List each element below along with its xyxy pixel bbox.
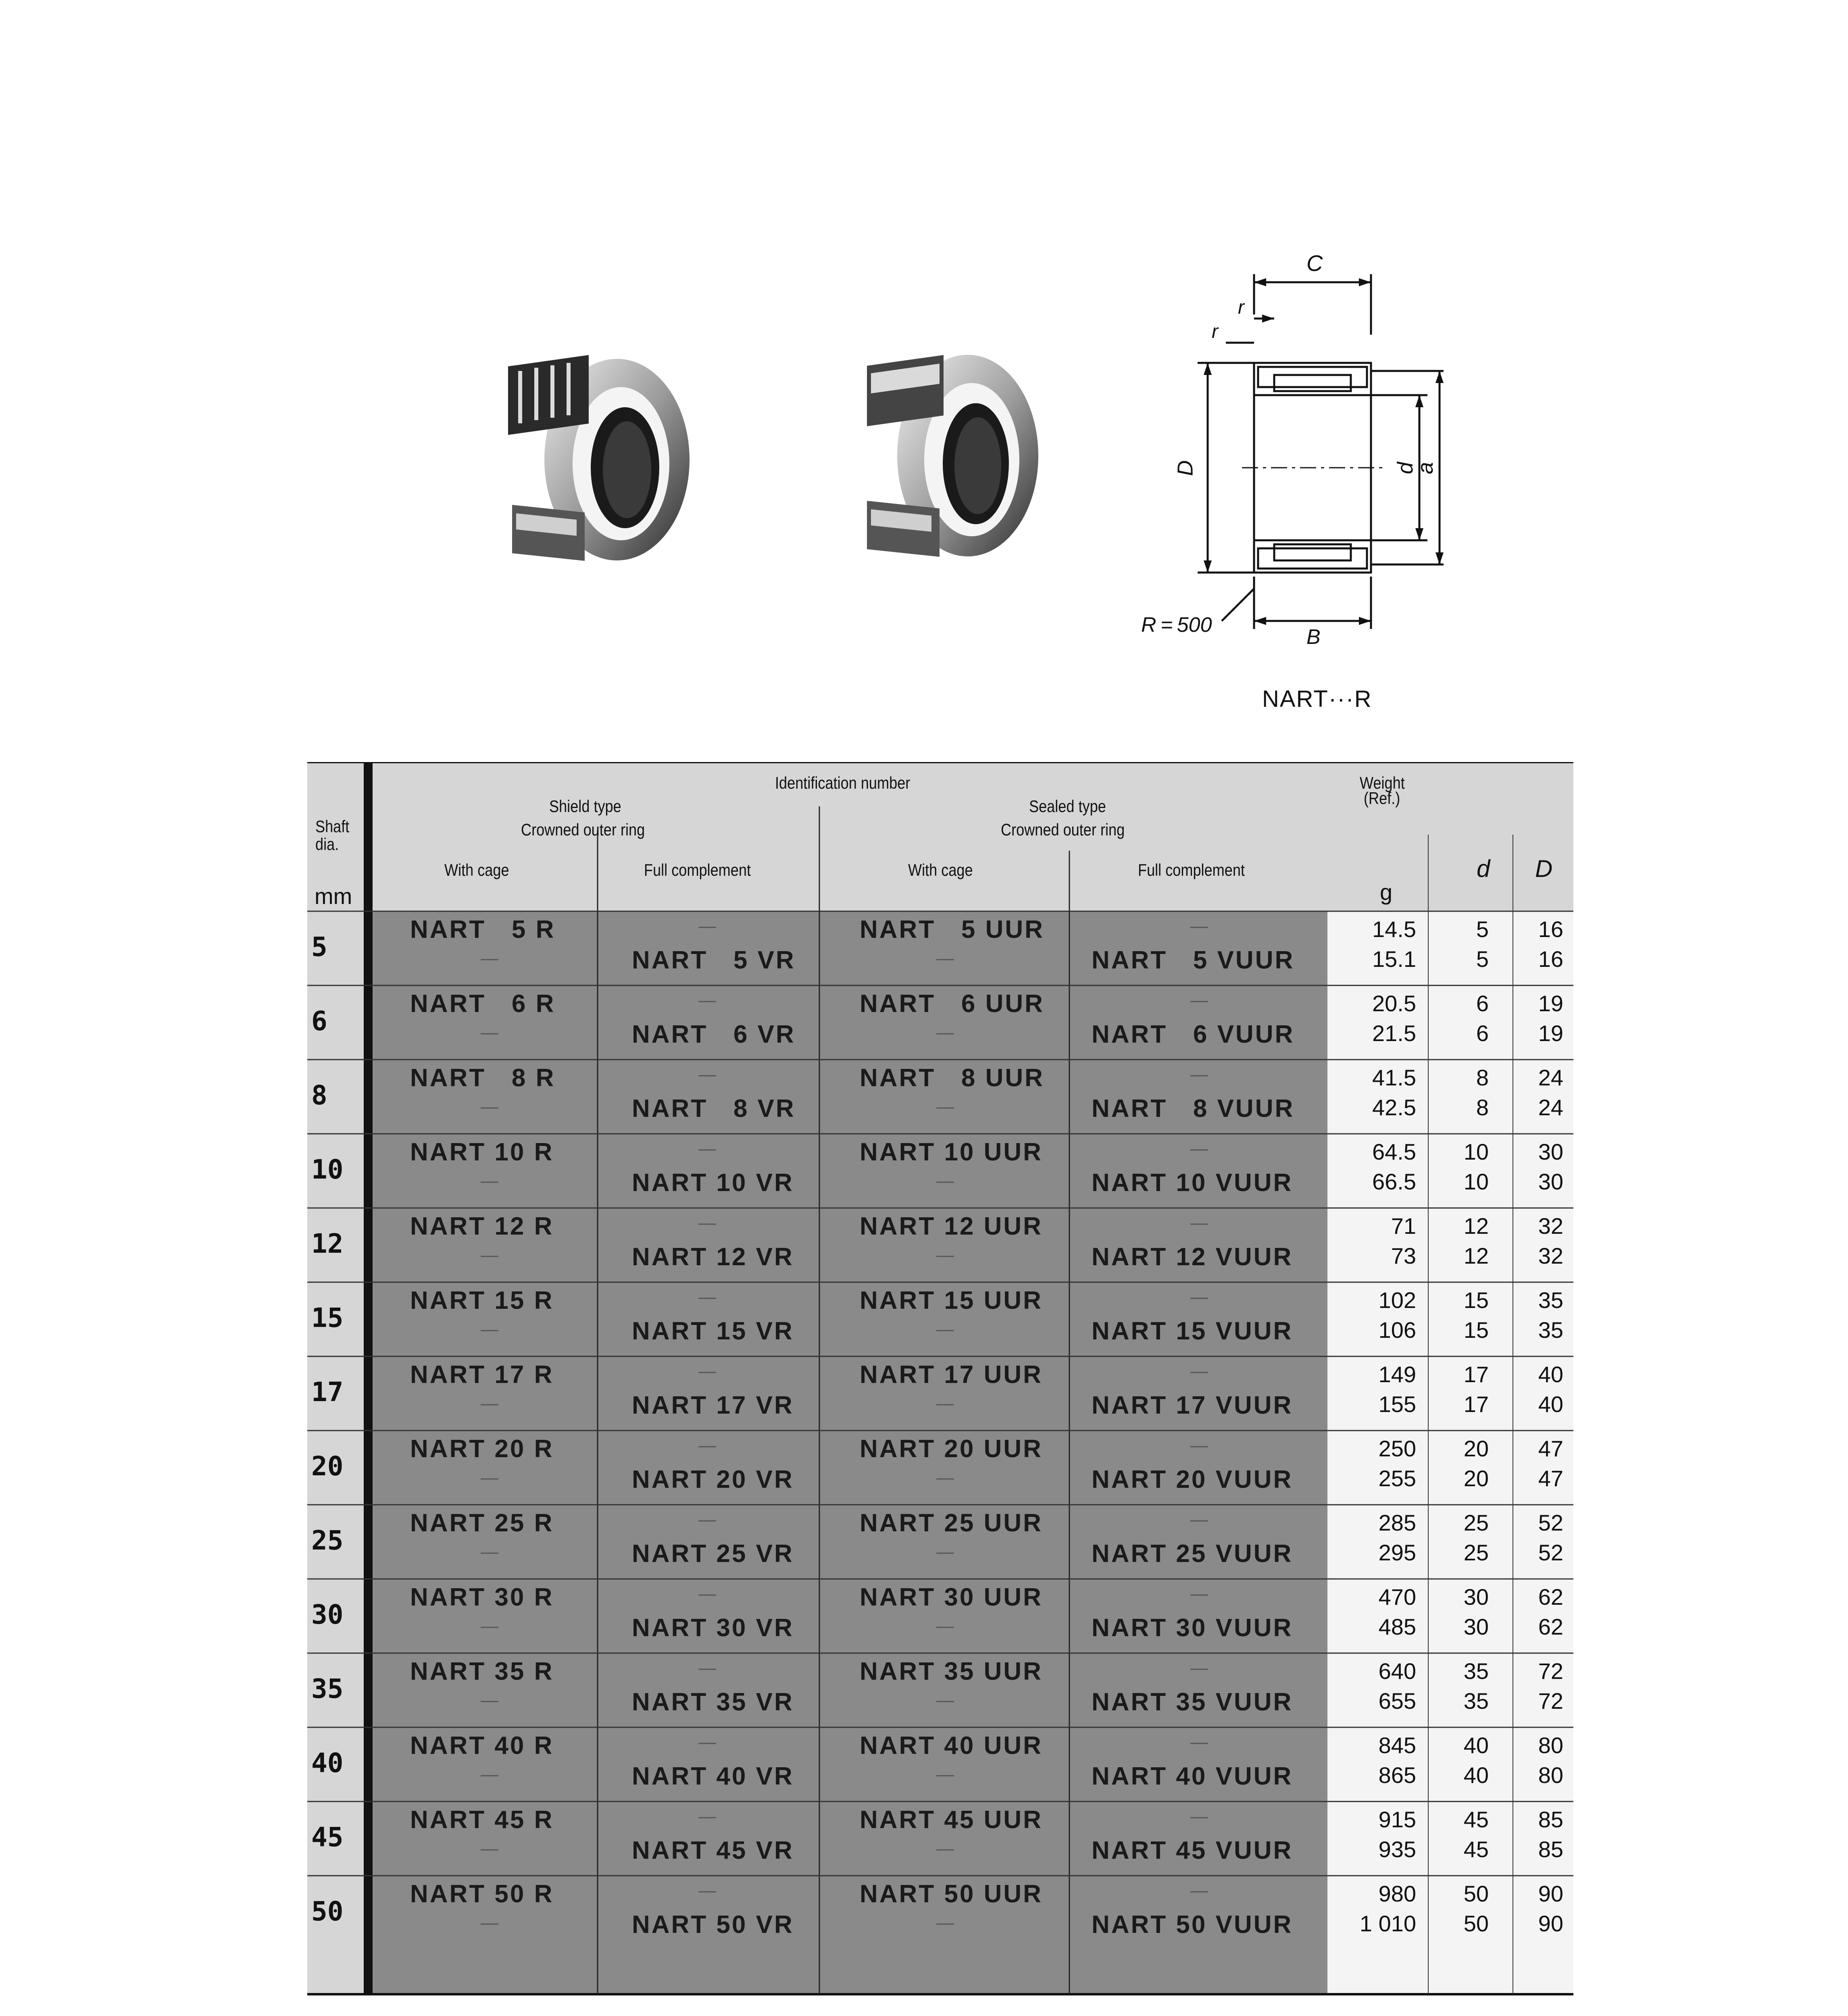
weight-1: 915 [1378, 1807, 1416, 1832]
code-shield-with-cage: NART 12 R [410, 1212, 554, 1240]
code-shield-full: NART 30 VR [632, 1614, 794, 1642]
dash-shield-with-cage: — [481, 1913, 498, 1933]
code-shield-full: NART 10 VR [632, 1169, 794, 1197]
code-shield-full: NART 50 VR [632, 1911, 794, 1939]
code-shield-full: NART 8 VR [632, 1095, 796, 1123]
D-1: 40 [1538, 1362, 1563, 1387]
code-sealed-with-cage: NART 50 UUR [860, 1880, 1043, 1908]
shaft-diameter: 35 [311, 1673, 344, 1704]
dash-sealed-full: — [1190, 1806, 1208, 1826]
dash-sealed-full: — [1190, 1361, 1208, 1381]
weight-1: 64.5 [1372, 1139, 1416, 1164]
code-sealed-full: NART 8 VUUR [1092, 1095, 1295, 1123]
d-2: 35 [1463, 1688, 1489, 1714]
D-2: 52 [1538, 1540, 1563, 1565]
d-2: 8 [1476, 1095, 1489, 1120]
dash-sealed-with-cage: — [936, 1839, 954, 1858]
header-shield-type: Shield type [549, 797, 621, 816]
dash-sealed-full: — [1190, 1287, 1208, 1307]
code-shield-with-cage: NART 5 R [410, 916, 556, 943]
header-with-cage-sealed: With cage [908, 860, 973, 879]
dash-sealed-with-cage: — [936, 1690, 954, 1710]
dim-label-c: C [1306, 250, 1323, 276]
code-shield-with-cage: NART 20 R [410, 1435, 554, 1463]
D-2: 19 [1538, 1020, 1563, 1046]
dash-shield-full: — [698, 1064, 716, 1084]
code-sealed-full: NART 5 VUUR [1092, 946, 1295, 974]
header-shaft-unit: mm [315, 883, 352, 909]
dash-shield-with-cage: — [481, 1319, 498, 1339]
weight-2: 66.5 [1372, 1169, 1416, 1194]
code-sealed-with-cage: NART 40 UUR [860, 1732, 1043, 1760]
dash-sealed-full: — [1190, 1139, 1208, 1158]
shaft-diameter: 5 [311, 931, 327, 962]
weight-2: 42.5 [1372, 1095, 1416, 1120]
dash-shield-with-cage: — [481, 1393, 498, 1413]
weight-1: 102 [1378, 1287, 1416, 1313]
code-shield-with-cage: NART 6 R [410, 990, 556, 1018]
header-identification: Identification number [775, 773, 910, 792]
bearing-table [307, 762, 1573, 2012]
code-sealed-with-cage: NART 20 UUR [860, 1435, 1043, 1463]
d-2: 15 [1463, 1317, 1489, 1343]
D-1: 16 [1538, 916, 1563, 942]
code-shield-full: NART 5 VR [632, 946, 796, 974]
code-shield-full: NART 20 VR [632, 1466, 794, 1493]
code-sealed-full: NART 40 VUUR [1092, 1762, 1293, 1790]
D-1: 80 [1538, 1733, 1563, 1758]
code-shield-full: NART 45 VR [632, 1837, 794, 1864]
weight-2: 73 [1391, 1243, 1416, 1268]
d-1: 5 [1476, 916, 1489, 942]
D-2: 72 [1538, 1688, 1563, 1714]
dash-shield-with-cage: — [481, 1245, 498, 1265]
D-2: 90 [1538, 1911, 1563, 1936]
weight-2: 295 [1378, 1540, 1416, 1565]
d-1: 45 [1463, 1807, 1489, 1832]
code-shield-with-cage: NART 35 R [410, 1658, 554, 1685]
code-shield-with-cage: NART 50 R [410, 1880, 554, 1908]
D-1: 19 [1538, 991, 1563, 1016]
d-1: 35 [1463, 1658, 1489, 1684]
dash-shield-full: — [698, 1732, 716, 1752]
dash-sealed-full: — [1190, 1435, 1208, 1455]
dash-shield-full: — [698, 1806, 716, 1826]
D-2: 30 [1538, 1169, 1563, 1194]
shaft-diameter: 17 [311, 1377, 344, 1408]
code-sealed-with-cage: NART 25 UUR [860, 1509, 1043, 1537]
d-2: 5 [1476, 946, 1489, 972]
weight-1: 285 [1378, 1510, 1416, 1535]
D-1: 32 [1538, 1213, 1563, 1239]
d-2: 10 [1463, 1169, 1489, 1194]
code-sealed-with-cage: NART 6 UUR [860, 990, 1044, 1018]
code-sealed-with-cage: NART 5 UUR [860, 916, 1044, 943]
D-1: 47 [1538, 1436, 1563, 1461]
dash-shield-with-cage: — [481, 1839, 498, 1858]
code-shield-full: NART 12 VR [632, 1243, 794, 1271]
shaft-diameter: 30 [311, 1599, 344, 1630]
code-shield-with-cage: NART 10 R [410, 1138, 554, 1166]
dash-shield-full: — [698, 1881, 716, 1900]
dash-sealed-full: — [1190, 1584, 1208, 1604]
dash-shield-full: — [698, 1139, 716, 1158]
dash-sealed-with-cage: — [936, 1542, 954, 1562]
d-2: 20 [1463, 1466, 1489, 1491]
weight-1: 14.5 [1372, 916, 1416, 942]
shaft-diameter: 50 [311, 1896, 344, 1927]
D-2: 40 [1538, 1391, 1563, 1417]
weight-2: 865 [1378, 1762, 1416, 1788]
dash-shield-full: — [698, 1435, 716, 1455]
dash-shield-with-cage: — [481, 948, 498, 968]
weight-1: 980 [1378, 1881, 1416, 1906]
header-full-complement-sealed: Full complement [1138, 860, 1245, 879]
shaft-divider-bar [364, 762, 373, 1994]
bearing-photo-full [859, 339, 1040, 564]
dash-shield-with-cage: — [481, 1764, 498, 1784]
header-shaft-dia: Shaft dia. [315, 817, 350, 854]
D-2: 85 [1538, 1837, 1563, 1862]
shaft-diameter: 15 [311, 1302, 344, 1333]
dash-sealed-full: — [1190, 916, 1208, 936]
dash-shield-full: — [698, 1584, 716, 1604]
code-sealed-full: NART 45 VUUR [1092, 1837, 1293, 1864]
dash-shield-with-cage: — [481, 1690, 498, 1710]
code-shield-full: NART 35 VR [632, 1688, 794, 1716]
weight-1: 640 [1378, 1658, 1416, 1684]
header-weight-ref: (Ref.) [1364, 789, 1400, 808]
code-sealed-full: NART 20 VUUR [1092, 1466, 1293, 1493]
code-shield-full: NART 25 VR [632, 1540, 794, 1568]
D-2: 35 [1538, 1317, 1563, 1343]
shaft-diameter: 10 [311, 1154, 344, 1185]
weight-2: 15.1 [1372, 946, 1416, 972]
code-sealed-with-cage: NART 12 UUR [860, 1212, 1043, 1240]
dim-label-D: D [1173, 460, 1198, 476]
code-shield-with-cage: NART 40 R [410, 1732, 554, 1760]
cross-section-drawing [1121, 242, 1444, 738]
code-shield-with-cage: NART 25 R [410, 1509, 554, 1537]
header-d: d [1477, 855, 1490, 882]
weight-1: 20.5 [1372, 991, 1416, 1016]
d-1: 20 [1463, 1436, 1489, 1461]
code-shield-full: NART 17 VR [632, 1391, 794, 1419]
d-1: 30 [1463, 1584, 1489, 1610]
drawing-caption: NART···R [1262, 686, 1372, 712]
dash-shield-full: — [698, 1361, 716, 1381]
header-weight: Weight [1360, 773, 1405, 792]
d-2: 12 [1463, 1243, 1489, 1268]
D-1: 90 [1538, 1881, 1563, 1906]
dash-sealed-with-cage: — [936, 1097, 954, 1116]
dim-label-R: R = 500 [1141, 613, 1212, 637]
weight-2: 106 [1378, 1317, 1416, 1343]
dash-shield-with-cage: — [481, 1542, 498, 1562]
D-1: 30 [1538, 1139, 1563, 1164]
dash-sealed-with-cage: — [936, 1245, 954, 1265]
dash-sealed-with-cage: — [936, 1616, 954, 1636]
dash-sealed-with-cage: — [936, 1023, 954, 1042]
header-with-cage-shield: With cage [444, 860, 509, 879]
shaft-diameter: 8 [311, 1080, 327, 1111]
dim-label-r-side: r [1212, 321, 1218, 342]
dash-sealed-with-cage: — [936, 948, 954, 968]
d-1: 12 [1463, 1213, 1489, 1239]
code-shield-full: NART 6 VR [632, 1020, 796, 1048]
code-sealed-with-cage: NART 45 UUR [860, 1806, 1043, 1834]
D-2: 32 [1538, 1243, 1563, 1268]
shaft-diameter: 40 [311, 1747, 344, 1779]
weight-1: 149 [1378, 1362, 1416, 1387]
d-2: 50 [1463, 1911, 1489, 1936]
d-2: 17 [1463, 1391, 1489, 1417]
shaft-diameter: 45 [311, 1822, 344, 1853]
shaft-diameter: 12 [311, 1228, 344, 1259]
weight-2: 935 [1378, 1837, 1416, 1862]
D-2: 80 [1538, 1762, 1563, 1788]
dash-sealed-with-cage: — [936, 1171, 954, 1191]
code-sealed-full: NART 17 VUUR [1092, 1391, 1293, 1419]
code-sealed-full: NART 10 VUUR [1092, 1169, 1293, 1197]
header-sealed-type: Sealed type [1029, 797, 1106, 816]
d-2: 45 [1463, 1837, 1489, 1862]
code-sealed-with-cage: NART 10 UUR [860, 1138, 1043, 1166]
code-shield-with-cage: NART 45 R [410, 1806, 554, 1834]
dash-shield-with-cage: — [481, 1171, 498, 1191]
code-sealed-full: NART 12 VUUR [1092, 1243, 1293, 1271]
dash-shield-full: — [698, 1510, 716, 1529]
dash-sealed-with-cage: — [936, 1393, 954, 1413]
code-shield-full: NART 40 VR [632, 1762, 794, 1790]
dim-label-a: a [1413, 462, 1438, 475]
D-1: 24 [1538, 1065, 1563, 1090]
D-1: 52 [1538, 1510, 1563, 1535]
d-2: 25 [1463, 1540, 1489, 1565]
header-sealed-sub: Crowned outer ring [1001, 820, 1125, 839]
d-1: 40 [1463, 1733, 1489, 1758]
dash-sealed-full: — [1190, 1510, 1208, 1529]
code-sealed-with-cage: NART 15 UUR [860, 1287, 1043, 1314]
d-1: 15 [1463, 1287, 1489, 1313]
dash-shield-with-cage: — [481, 1097, 498, 1116]
dash-shield-full: — [698, 916, 716, 936]
d-2: 40 [1463, 1762, 1489, 1788]
dim-label-d: d [1393, 462, 1418, 475]
weight-2: 1 010 [1359, 1911, 1416, 1936]
weight-1: 845 [1378, 1733, 1416, 1758]
weight-2: 21.5 [1372, 1020, 1416, 1046]
weight-2: 655 [1378, 1688, 1416, 1714]
D-2: 24 [1538, 1095, 1563, 1120]
code-shield-with-cage: NART 17 R [410, 1361, 554, 1389]
dash-shield-full: — [698, 990, 716, 1010]
d-1: 10 [1463, 1139, 1489, 1164]
D-2: 47 [1538, 1466, 1563, 1491]
D-2: 62 [1538, 1614, 1563, 1639]
d-1: 25 [1463, 1510, 1489, 1535]
code-sealed-with-cage: NART 8 UUR [860, 1064, 1044, 1092]
weight-2: 485 [1378, 1614, 1416, 1639]
D-1: 35 [1538, 1287, 1563, 1313]
d-2: 30 [1463, 1614, 1489, 1639]
dash-sealed-full: — [1190, 990, 1208, 1010]
dash-sealed-with-cage: — [936, 1468, 954, 1487]
dim-label-r-top: r [1238, 297, 1244, 318]
dash-sealed-full: — [1190, 1881, 1208, 1900]
d-1: 50 [1463, 1881, 1489, 1906]
weight-2: 155 [1378, 1391, 1416, 1417]
weight-2: 255 [1378, 1466, 1416, 1491]
code-shield-with-cage: NART 8 R [410, 1064, 556, 1092]
dash-sealed-full: — [1190, 1658, 1208, 1678]
header-weight-unit: g [1380, 879, 1393, 905]
D-2: 16 [1538, 946, 1563, 972]
bearing-photo-shield [504, 343, 690, 569]
d-1: 17 [1463, 1362, 1489, 1387]
dash-shield-full: — [698, 1287, 716, 1307]
D-1: 85 [1538, 1807, 1563, 1832]
code-shield-with-cage: NART 15 R [410, 1287, 554, 1314]
header-full-complement-shield: Full complement [644, 860, 751, 879]
d-1: 8 [1476, 1065, 1489, 1090]
code-sealed-full: NART 35 VUUR [1092, 1688, 1293, 1716]
dash-shield-with-cage: — [481, 1468, 498, 1487]
weight-1: 250 [1378, 1436, 1416, 1461]
dim-label-B: B [1306, 625, 1321, 649]
header-D: D [1535, 855, 1553, 882]
code-sealed-with-cage: NART 35 UUR [860, 1658, 1043, 1685]
dash-sealed-with-cage: — [936, 1319, 954, 1339]
weight-1: 71 [1391, 1213, 1416, 1239]
dash-shield-with-cage: — [481, 1616, 498, 1636]
d-1: 6 [1476, 991, 1489, 1016]
code-sealed-with-cage: NART 30 UUR [860, 1583, 1043, 1611]
shaft-diameter: 6 [311, 1006, 327, 1037]
dash-sealed-with-cage: — [936, 1764, 954, 1784]
code-sealed-full: NART 15 VUUR [1092, 1317, 1293, 1345]
d-2: 6 [1476, 1020, 1489, 1046]
dash-sealed-full: — [1190, 1064, 1208, 1084]
shaft-diameter: 20 [311, 1451, 344, 1482]
dash-sealed-with-cage: — [936, 1913, 954, 1933]
weight-1: 470 [1378, 1584, 1416, 1610]
header-shield-sub: Crowned outer ring [521, 820, 645, 839]
code-shield-with-cage: NART 30 R [410, 1583, 554, 1611]
dash-shield-full: — [698, 1658, 716, 1678]
code-sealed-full: NART 30 VUUR [1092, 1614, 1293, 1642]
code-sealed-full: NART 6 VUUR [1092, 1020, 1295, 1048]
D-1: 62 [1538, 1584, 1563, 1610]
code-shield-full: NART 15 VR [632, 1317, 794, 1345]
weight-1: 41.5 [1372, 1065, 1416, 1090]
code-sealed-full: NART 25 VUUR [1092, 1540, 1293, 1568]
D-1: 72 [1538, 1658, 1563, 1684]
dash-shield-with-cage: — [481, 1023, 498, 1042]
dash-shield-full: — [698, 1213, 716, 1233]
shaft-diameter: 25 [311, 1525, 344, 1556]
dash-sealed-full: — [1190, 1732, 1208, 1752]
code-sealed-with-cage: NART 17 UUR [860, 1361, 1043, 1389]
code-sealed-full: NART 50 VUUR [1092, 1911, 1293, 1939]
dash-sealed-full: — [1190, 1213, 1208, 1233]
